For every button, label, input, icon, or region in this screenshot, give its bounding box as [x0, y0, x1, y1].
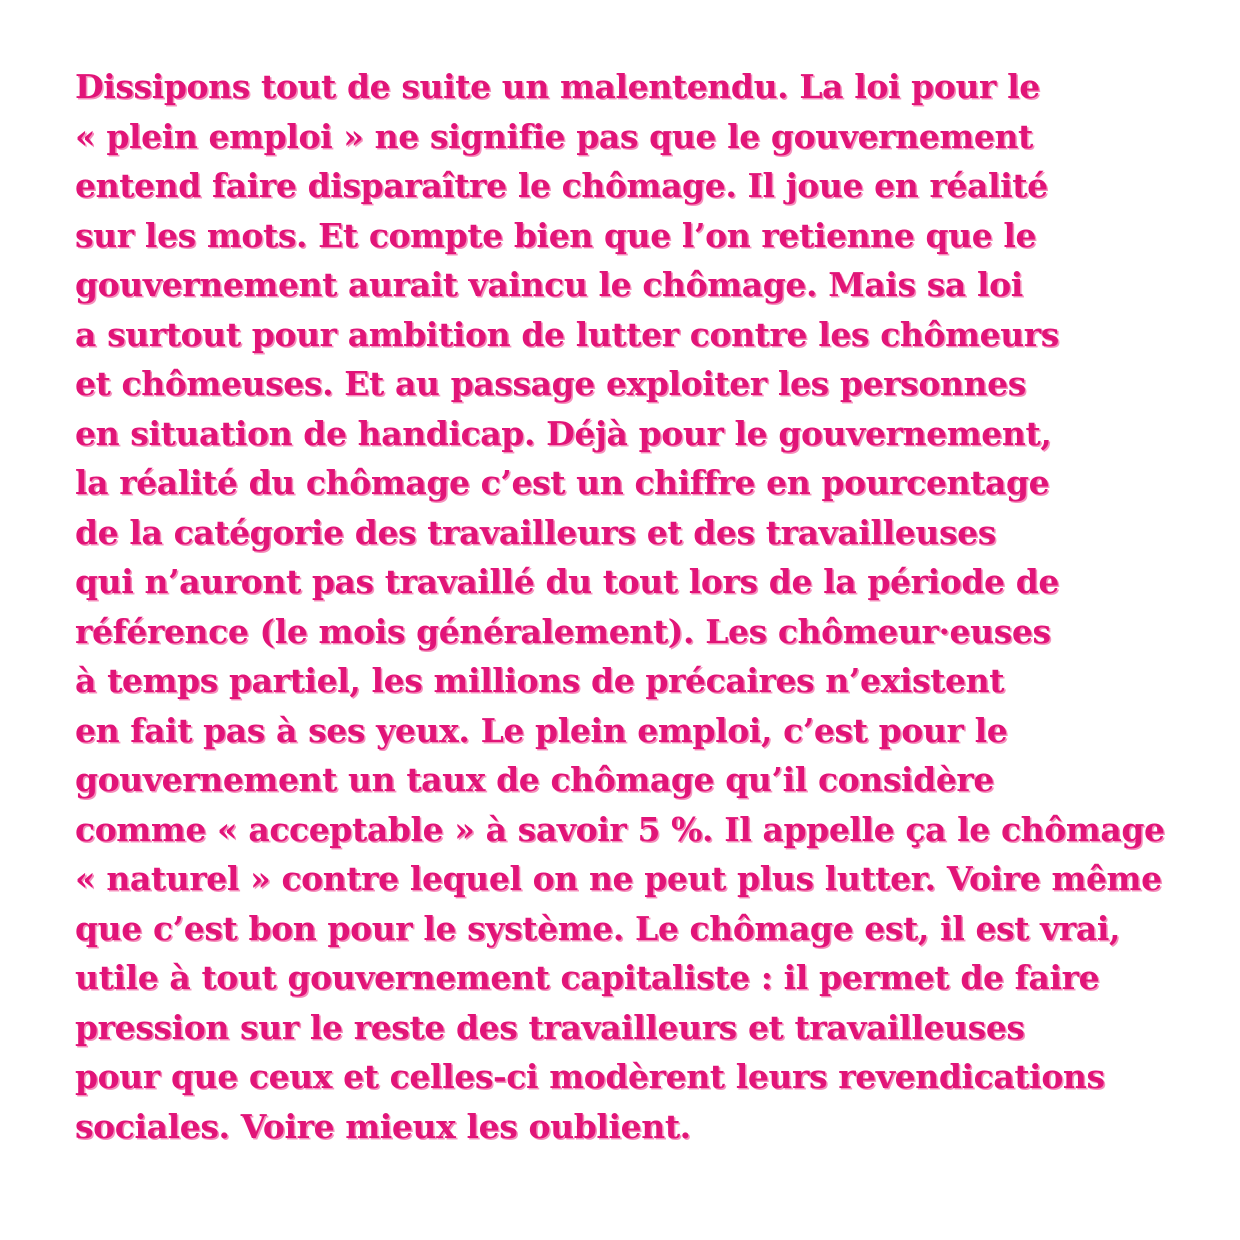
text-line: qui n’auront pas travaillé du tout lors de la période de — [75, 562, 1059, 601]
text-line: entend faire disparaître le chômage. Il joue en réalité — [75, 166, 1048, 205]
text-line: Dissipons tout de suite un malentendu. La loi pour le — [75, 67, 1040, 106]
text-line: utile à tout gouvernement capitaliste : il permet de faire — [75, 958, 1100, 997]
text-line: gouvernement un taux de chômage qu’il considère — [75, 760, 995, 799]
text-line: a surtout pour ambition de lutter contre les chômeurs — [75, 314, 1059, 354]
text-line: en situation de handicap. Déjà pour le gouvernement, — [75, 413, 1052, 453]
text-line: à temps partiel, les millions de précaires n’existent — [75, 661, 1005, 700]
text-line: de la catégorie des travailleurs et des travailleuses — [75, 512, 996, 552]
text-line: comme « acceptable » à savoir 5 %. Il appelle ça le chômage — [75, 809, 1165, 849]
text-line: et chômeuses. Et au passage exploiter les personnes — [75, 364, 1026, 403]
text-line: pression sur le reste des travailleurs et travailleuses — [75, 1007, 1025, 1047]
text-line: pour que ceux et celles-ci modèrent leurs revendications — [75, 1057, 1105, 1096]
text-line: gouvernement aurait vaincu le chômage. Mais sa loi — [75, 265, 1023, 304]
text-line: référence (le mois généralement). Les chômeur·euses — [75, 611, 1051, 651]
body-text — [75, 62, 1195, 1151]
text-line: la réalité du chômage c’est un chiffre en pourcentage — [75, 463, 1050, 502]
text-line: sociales. Voire mieux les oublient. — [75, 1106, 691, 1146]
text-line: « plein emploi » ne signifie pas que le gouvernement — [75, 116, 1033, 156]
text-line: « naturel » contre lequel on ne peut plus lutter. Voire même — [75, 859, 1162, 898]
text-line: sur les mots. Et compte bien que l’on retienne que le — [75, 215, 1037, 255]
text-line: que c’est bon pour le système. Le chômage est, il est vrai, — [75, 908, 1121, 948]
text-line: en fait pas à ses yeux. Le plein emploi, c’est pour le — [75, 710, 1008, 750]
